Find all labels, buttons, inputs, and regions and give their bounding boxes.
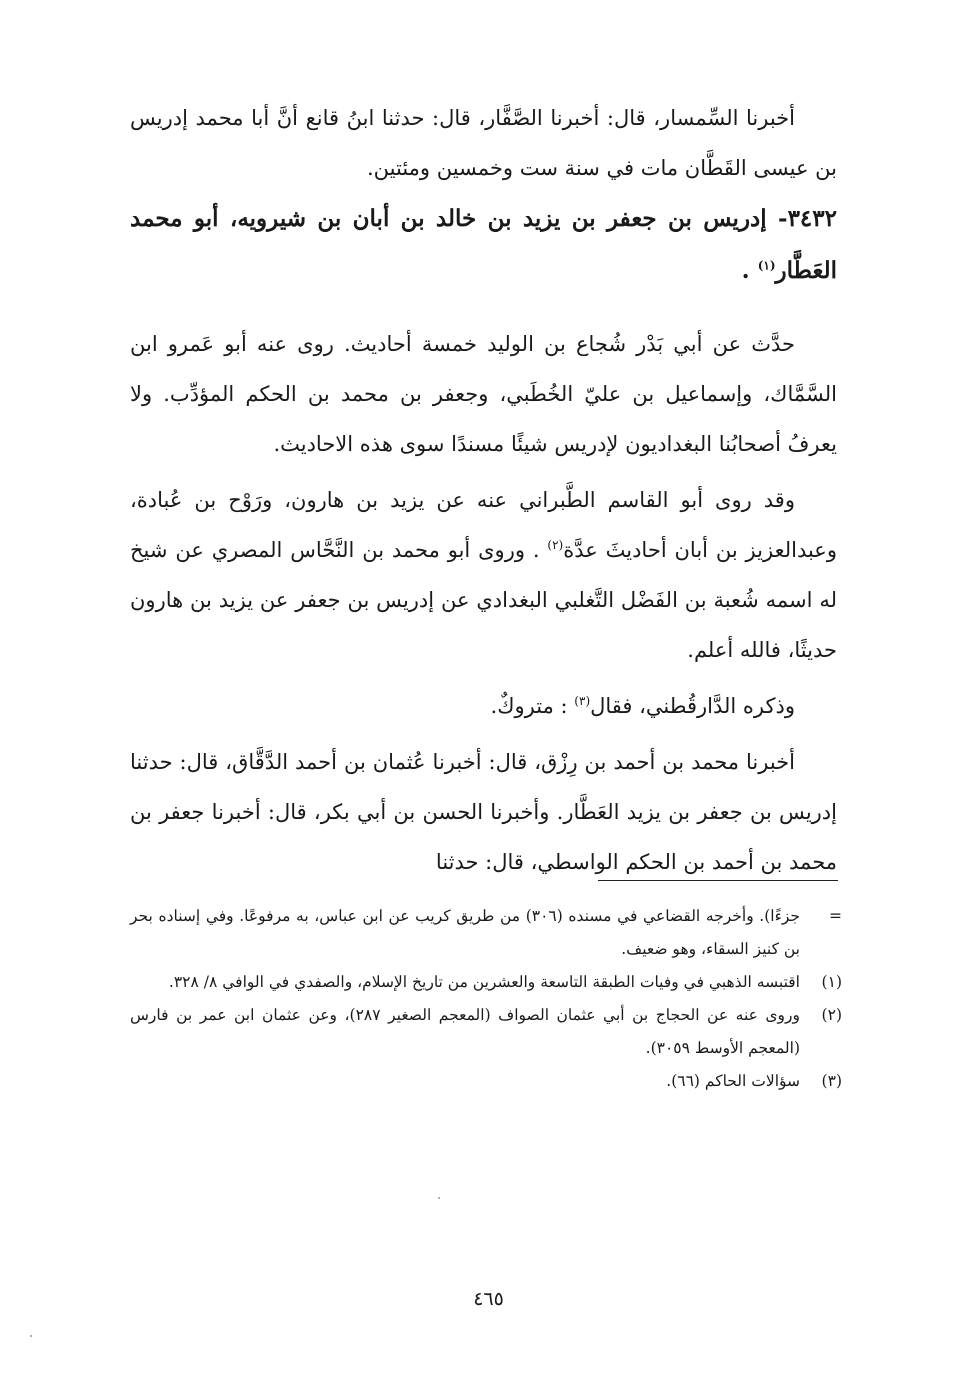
footnote-separator bbox=[598, 880, 838, 881]
footnote-ref-2: (٢) bbox=[547, 538, 564, 552]
footnote-ref-1: (١) bbox=[757, 258, 776, 273]
paragraph-daraqutni bbox=[130, 681, 837, 731]
scan-speck bbox=[438, 1197, 440, 1199]
paragraph-tabarani bbox=[130, 475, 837, 675]
paragraph-narration: حدَّث عن أبي بَدْر شُجاع بن الوليد خمسة أحاديث. روى عنه أبو عَمرو ابن السَّمَّاك، وإسماعيل بن عليّ الخُطَبي، وجعفر بن محمد بن الحكم المؤدِّب. ولا يعرفُ أصحابُنا البغداديون لإدريس شيئًا مسندًا سوى هذه الاحاديث. bbox=[130, 332, 837, 456]
footnote-marker: (٢) bbox=[821, 1006, 842, 1024]
paragraph-opening: أخبرنا السِّمسار، قال: أخبرنا الصَّفَّار، قال: حدثنا ابنُ قانع أنَّ أبا محمد إدريس بن عيسى القَطَّان مات في سنة ست وخمسين ومئتين. bbox=[130, 106, 837, 180]
paragraph-daraqutni-part2: : متروكٌ. bbox=[490, 694, 568, 718]
footnote-item bbox=[130, 966, 842, 999]
entry-title-text: ٣٤٣٢- إدريس بن جعفر بن يزيد بن خالد بن أبان بن شيرويه، أبو محمد العَطَّار bbox=[130, 205, 837, 284]
scan-speck bbox=[30, 1335, 32, 1337]
footnote-marker: (١) bbox=[821, 973, 842, 991]
footnote-text: اقتبسه الذهبي في وفيات الطبقة التاسعة والعشرين من تاريخ الإسلام، والصفدي في الوافي ٨/ ٣٢٨. bbox=[168, 973, 800, 991]
main-text bbox=[130, 93, 837, 887]
paragraph-isnad: أخبرنا محمد بن أحمد بن رِزْق، قال: أخبرنا عُثمان بن أحمد الدَّقَّاق، قال: حدثنا إدريس بن جعفر بن يزيد العَطَّار. وأخبرنا الحسن بن أبي بكر، قال: أخبرنا جعفر بن محمد بن أحمد بن الحكم الواسطي، قال: حدثنا bbox=[130, 750, 837, 874]
footnote-continuation-marker: = bbox=[829, 907, 842, 925]
footnote-item bbox=[130, 999, 842, 1065]
footnote-ref-3: (٣) bbox=[574, 694, 591, 708]
footnotes-section bbox=[130, 900, 842, 1098]
paragraph-tabarani-part2: . وروى أبو محمد بن النَّحَّاس المصري عن شيخ له اسمه شُعبة بن الفَضْل التَّغلبي البغدادي عن إدريس بن جعفر عن يزيد بن هارون حديثًا، فالله أعلم. bbox=[130, 538, 837, 662]
paragraph-tabarani-part1: وقد روى أبو القاسم الطَّبراني عنه عن يزيد بن هارون، ورَوْح بن عُبادة، وعبدالعزيز بن أبان أحاديثَ عدَّة bbox=[130, 488, 837, 562]
entry-heading bbox=[130, 193, 837, 297]
footnote-item bbox=[130, 1065, 842, 1098]
paragraph-daraqutni-part1: وذكره الدَّارقُطني، فقال bbox=[590, 694, 795, 718]
footnote-marker: (٣) bbox=[821, 1072, 842, 1090]
footnote-text: سؤالات الحاكم (٦٦). bbox=[666, 1072, 800, 1090]
entry-title-end: . bbox=[741, 257, 750, 284]
footnote-continuation bbox=[130, 900, 842, 966]
page-number: ٤٦٥ bbox=[473, 1288, 504, 1310]
footnote-continuation-text: جزءًا). وأخرجه القضاعي في مسنده (٣٠٦) من طريق كريب عن ابن عباس، به مرفوعًا. وفي إسناده بحر بن كنيز السقاء، وهو ضعيف. bbox=[130, 907, 800, 958]
footnote-text: وروى عنه عن الحجاج بن أبي عثمان الصواف (المعجم الصغير ٢٨٧)، وعن عثمان ابن عمر بن فارس (المعجم الأوسط ٣٠٥٩). bbox=[130, 1006, 800, 1057]
